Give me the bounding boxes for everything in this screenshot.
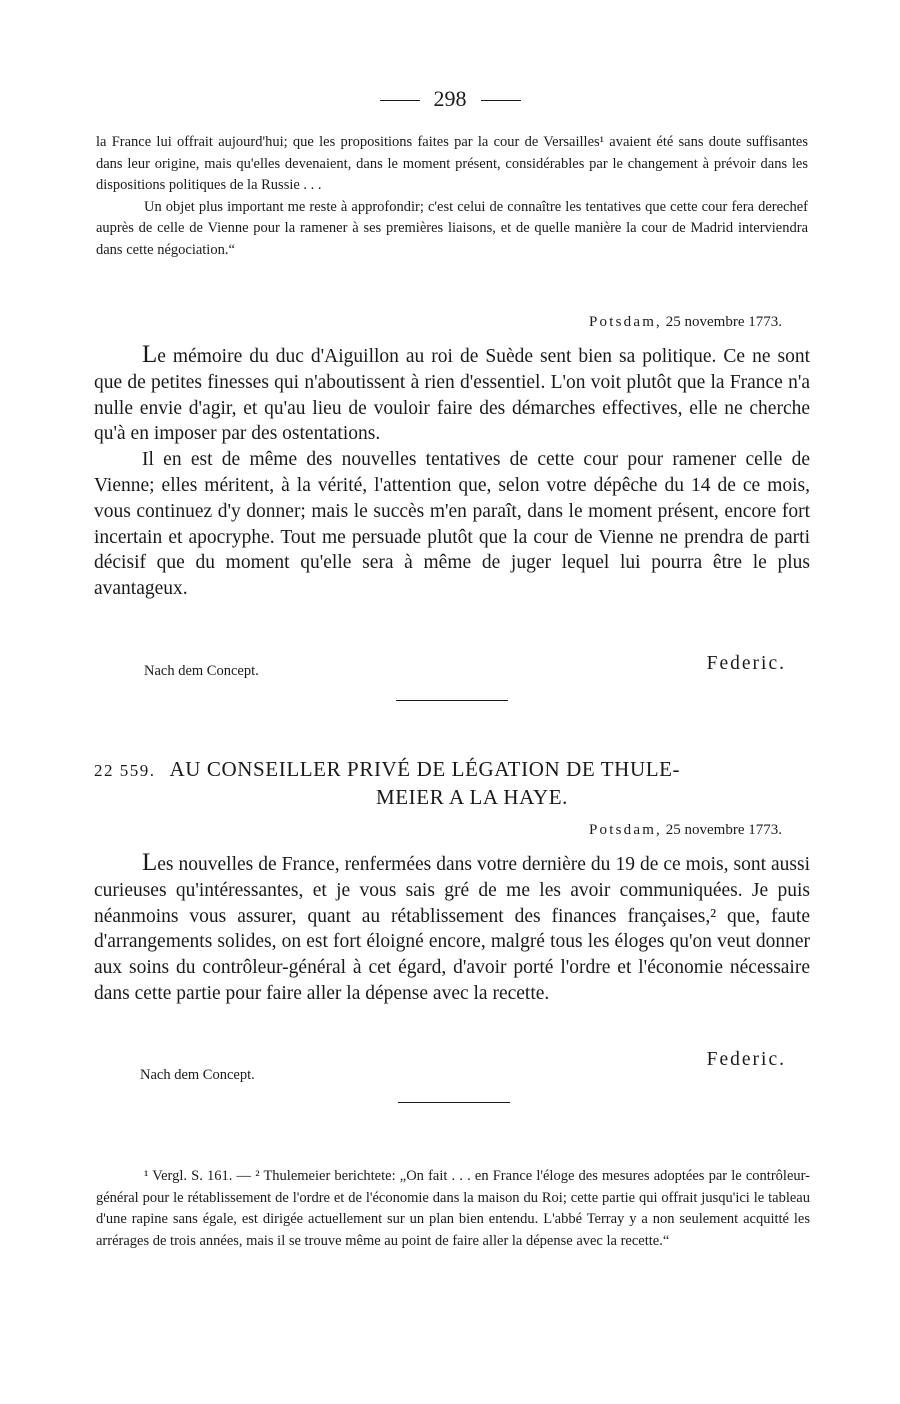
previous-letter-continuation xyxy=(96,132,808,261)
page-number-dash-left xyxy=(380,100,420,101)
letter-2-number: 22 559. xyxy=(94,761,156,780)
page-number-dash-right xyxy=(481,100,521,101)
letter-2-title-line-1: AU CONSEILLER PRIVÉ DE LÉGATION DE THULE- xyxy=(169,757,681,781)
letter-2-initial: L xyxy=(142,849,158,876)
dateline-2-date: 25 novembre 1773. xyxy=(665,822,782,838)
letter-1-paragraph-2: Il en est de même des nouvelles tentatives de cette cour pour ramener celle de Vienne; elles méritent, à la vérité, l'attention que, selon votre dépêche du 14 de ce mois, vous continuez d'y donner; mais le succès m'en paraît, dans le moment présent, encore fort incertain et apocryphe. Tout me persuade plutôt que la cour de Vienne ne prendra de parti décisif que du moment qu'elle sera à même de juger lequel lui pourra être le plus avantageux. xyxy=(94,449,810,600)
letter-1-signature: Federic. xyxy=(706,653,786,674)
previous-letter-paragraph-2: Un objet plus important me reste à approfondir; c'est celui de connaître les tentatives que cette cour fera derechef auprès de celle de Vienne pour la ramener à ses premières liaisons, et de quelle manière la cour de Madrid interviendra dans cette négociation.“ xyxy=(96,198,808,258)
letter-2-paragraph-1-text: es nouvelles de France, renfermées dans votre dernière du 19 de ce mois, sont aussi curieuses qu'intéressantes, et je vous sais gré de me les avoir communiquées. Je puis néanmoins vous assurer, quant au rétablissement des finances françaises,² que, faute d'arrangements solides, on est fort éloigné encore, malgré tous les éloges qu'on veut donner aux soins du contrôleur-général à cet égard, d'avoir porté l'ordre et l'économie nécessaire dans cette partie pour faire aller la dépense avec la recette. xyxy=(94,854,810,1004)
dateline-1-date: 25 novembre 1773. xyxy=(665,314,782,330)
dateline-1 xyxy=(589,312,782,332)
letter-2-title-line-2: MEIER A LA HAYE. xyxy=(375,785,568,809)
page-number: 298 xyxy=(433,86,467,111)
page-number-line xyxy=(0,86,900,112)
letter-2-heading xyxy=(94,756,810,811)
dateline-1-place: Potsdam, xyxy=(588,314,663,330)
letter-2-source-note: Nach dem Concept. xyxy=(140,1067,255,1083)
footnotes-text: ¹ Vergl. S. 161. — ² Thulemeier berichtete: „On fait . . . en France l'éloge des mesures adoptées par le contrôleur-général pour le rétablissement de l'ordre et de l'économie dans la maison du Roi; cette partie qui offrait jusqu'ici le tableau d'une rapine sans égale, est dirigée actuellement sur un plan bien entendu. L'abbé Terray y a non seulement acquitté les arrérages de trois années, mais il se trouve même au point de faire aller la dépense avec la recette.“ xyxy=(96,1168,810,1249)
letter-1-paragraph-1 xyxy=(94,342,810,447)
section-divider-1 xyxy=(396,700,508,701)
letter-1-paragraph-1-text: e mémoire du duc d'Aiguillon au roi de Suède sent bien sa politique. Ce ne sont que de petites finesses qui n'aboutissent à rien d'essentiel. L'on voit plutôt que la France n'a nulle envie d'agir, et qu'au lieu de vouloir faire des démarches effectives, elle ne cherche qu'à en imposer par des ostentations. xyxy=(94,346,810,445)
letter-2-signature: Federic. xyxy=(706,1049,786,1070)
previous-letter-paragraph-1: la France lui offrait aujourd'hui; que les propositions faites par la cour de Versailles¹ avaient été sans doute suffisantes dans leur origine, mais qu'elles devenaient, dans le moment présent, considérables par le changement à prévoir dans les dispositions politiques de la Russie . . . xyxy=(96,134,808,193)
letter-1-initial: L xyxy=(142,341,158,368)
letter-1-body xyxy=(94,342,810,602)
section-divider-2 xyxy=(398,1102,510,1103)
dateline-2 xyxy=(589,820,782,840)
letter-2-paragraph-1 xyxy=(94,850,810,1007)
letter-2-body xyxy=(94,850,810,1007)
letter-1-source-note: Nach dem Concept. xyxy=(144,663,259,679)
footnotes xyxy=(96,1166,810,1252)
dateline-2-place: Potsdam, xyxy=(588,822,663,838)
